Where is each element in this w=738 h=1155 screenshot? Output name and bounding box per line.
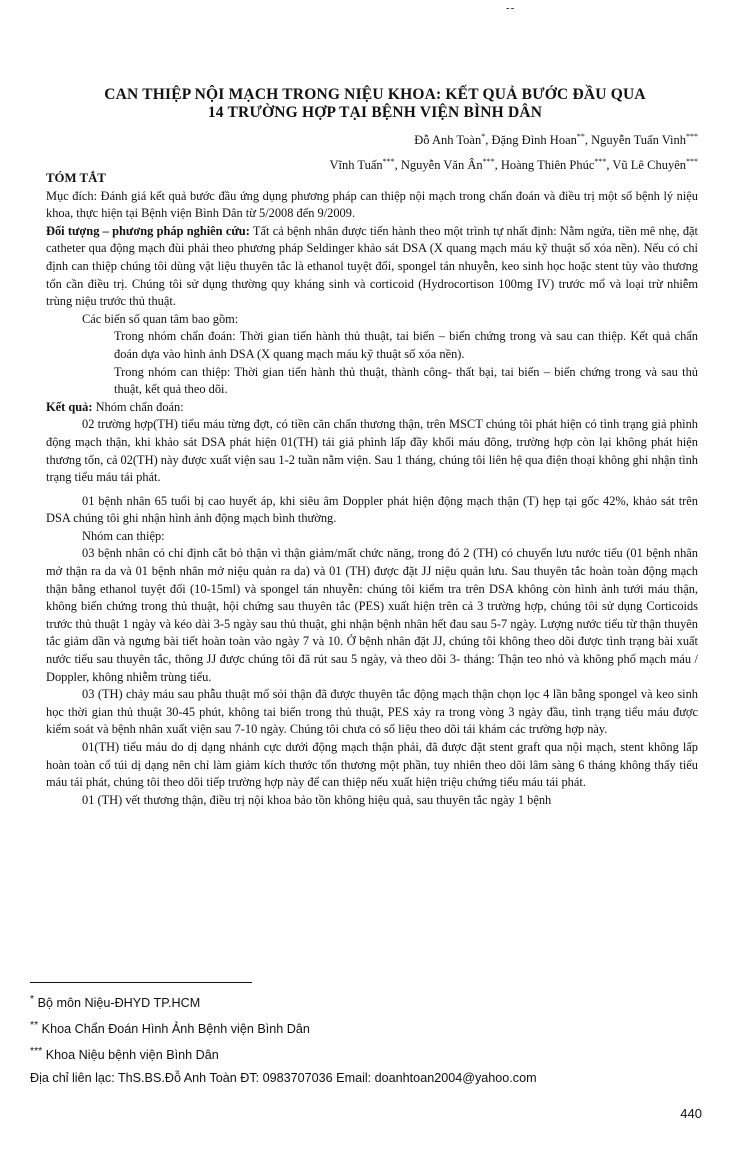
author-name: , Nguyễn Tuấn Vinh [584, 133, 686, 148]
author-mark: *** [686, 157, 698, 167]
footnotes [30, 988, 710, 1089]
footnote-3 [30, 1040, 710, 1066]
doi-tuong-label: Đối tượng – phương pháp nghiên cứu: [46, 223, 250, 238]
ket-qua-line [46, 399, 698, 417]
summary-heading: TÓM TẮT [46, 171, 106, 185]
author-name: , Hoàng Thiên Phúc [494, 158, 595, 173]
authors-line-1 [158, 126, 698, 151]
author-mark: *** [686, 132, 698, 141]
footnote-mark: * [30, 993, 35, 1005]
chan-doan-vars: Trong nhóm chẩn đoán: Thời gian tiến hành thủ thuật, tai biến – biến chứng trong và sau can thiệp. Kết quả chẩn đoán dựa vào hình ảnh DSA (X quang mạch máu kỹ thuật số xóa nền). [114, 329, 698, 361]
author-name: , Nguyễn Văn Ân [394, 158, 483, 173]
result-paragraph-6: 01 (TH) vết thương thận, điều trị nội khoa bảo tồn không hiệu quả, sau thuyên tắc ngày 1 bệnh [82, 792, 552, 807]
ket-qua-label: Kết quả: [46, 399, 93, 414]
footnote-text: Bộ môn Niệu-ĐHYD TP.HCM [34, 996, 201, 1011]
can-thiep-vars: Trong nhóm can thiệp: Thời gian tiến hành thủ thuật, thành công- thất bại, tai biến – biến chứng trong và sau thủ thuật, kết quả theo dõi. [114, 364, 698, 397]
footnote-1 [30, 988, 710, 1014]
footnote-2 [30, 1014, 710, 1040]
footnote-divider [30, 982, 252, 983]
ket-qua-text: Nhóm chẩn đoán: [92, 399, 184, 414]
result-paragraph-5: 01(TH) tiểu máu do dị dạng nhánh cực dưới động mạch thận phải, đã được đặt stent graft qua nội mạch, stent không lấp hoàn toàn cổ túi dị dạng nên chỉ làm giảm kích thước tổn thương một phần, tuy nhiên theo dõi lâm sàng 6 tháng không thấy tiểu máu tái phát, chúng tôi theo dõi tiếp trường hợp này để can thiệp nếu xuất hiện triệu chứng tiểu máu tái phát. [46, 740, 698, 790]
result-paragraph-3: 03 bệnh nhân có chỉ định cắt bỏ thận vì thận giảm/mất chức năng, trong đó 2 (TH) có chuyển lưu nước tiểu (01 bệnh nhân mở thận ra da và 01 bệnh nhân mở niệu quản ra da) và 01 (TH) được đặt JJ niệu quản lưu. Sau thuyên tắc hoàn toàn động mạch thận bằng ethanol tuyệt đối (10-15ml) và spongel tán nhuyễn: chúng tôi kiểm tra trên DSA không còn hình ảnh tưới máu thận, không biến chứng trong thủ thuật, hội chứng sau thuyên tắc (PES) xuất hiện trên cả 3 trường hợp, chúng tôi sử dụng Corticoids trước thủ thuật 1 ngày và kéo dài 3-5 ngày sau thủ thuật, ghi nhận bệnh nhân hết đau sau 5-7 ngày. Lượng nước tiểu từ thận thuyên tắc giảm dần và ngưng bài tiết hoàn toàn vào ngày 7 và 10. Ở bệnh nhân đặt JJ, chúng tôi không theo dõi được tình trạng bài xuất nước tiểu sau thuyên tắc, thông JJ được chúng tôi đã rút sau 5 ngày, và theo dõi 3- tháng: Thận teo nhỏ và không phổ mạch máu / Doppler, không nhiễm trùng tiểu. [46, 546, 698, 684]
doi-tuong-text: Tất cả bệnh nhân được tiến hành theo một trình tự nhất định: Nằm ngửa, tiền mê nhẹ, đặt catheter qua động mạch đùi phải theo phương pháp Seldinger khảo sát DSA (X quang mạch máu kỹ thuật số xóa nền). Nếu có chỉ định can thiệp chúng tôi dùng vật liệu thuyên tắc là ethanol tuyệt đối, spongel tán nhuyễn, keo sinh học hoặc stent tùy vào thương tổn cần điều trị. Chúng tôi sử dụng thường quy kháng sinh và corticoid (Hydrocortison 100mg IV) trước mổ và loại trừ nhiễm trùng niệu trước thủ thuật. [46, 223, 698, 309]
author-mark: *** [594, 157, 607, 167]
result-paragraph-2: 01 bệnh nhân 65 tuổi bị cao huyết áp, khi siêu âm Doppler phát hiện động mạch thận (T) hẹp tại gốc 42%, khảo sát trên DSA chúng tôi ghi nhận hình ảnh động mạch bình thường. [46, 493, 698, 526]
summary-body [46, 168, 698, 809]
author-mark: *** [382, 157, 395, 167]
title-line-2: 14 TRƯỜNG HỢP TẠI BỆNH VIỆN BÌNH DÂN [207, 104, 543, 121]
page-number: 440 [680, 1106, 702, 1121]
footnote-mark: *** [30, 1045, 43, 1058]
result-paragraph-1: 02 trường hợp(TH) tiểu máu từng đợt, có tiền căn chấn thương thận, trên MSCT chúng tôi phát hiện có tình trạng giả phình động mạch thận, khi khảo sát DSA phát hiện 01(TH) tái giả phình lấp đầy khối máu đông, trường hợp còn lại không phát hiện thương tổn, cả 02(TH) này được xuất viện sau 1-2 tuần nằm viện. Sau 1 tháng, chúng tôi liên hệ qua điện thoại không ghi nhận tình trạng tiểu máu tái phát. [46, 417, 698, 485]
contact-line: Địa chỉ liên lạc: ThS.BS.Đỗ Anh Toàn ĐT: 0983707036 Email: doanhtoan2004@yahoo.com [30, 1070, 537, 1085]
author-name: , Đặng Đình Hoan [485, 133, 577, 148]
footnote-text: Khoa Niệu bệnh viện Bình Dân [42, 1048, 219, 1063]
doi-tuong-paragraph [46, 223, 698, 311]
title-line-1: CAN THIỆP NỘI MẠCH TRONG NIỆU KHOA: KẾT QUẢ BƯỚC ĐẦU QUA [104, 86, 646, 103]
author-mark: * [481, 132, 486, 141]
author-name: , Vũ Lê Chuyên [606, 158, 686, 173]
author-name: Vĩnh Tuấn [329, 158, 383, 173]
author-mark: *** [482, 157, 495, 167]
footnote-text: Khoa Chẩn Đoán Hình Ảnh Bệnh viện Bình Dân [38, 1022, 310, 1037]
bien-so-line: Các biến số quan tâm bao gồm: [82, 311, 239, 326]
author-mark: ** [576, 132, 585, 141]
muc-dich-paragraph: Mục đích: Đánh giá kết quả bước đầu ứng dụng phương pháp can thiệp nội mạch trong chẩn đoán và điều trị một số bệnh lý niệu khoa, thực hiện tại Bệnh viện Bình Dân từ 5/2008 đến 9/2009. [46, 188, 698, 221]
footnote-mark: ** [30, 1019, 39, 1032]
top-mark: -- [506, 2, 516, 14]
author-name: Đỗ Anh Toàn [414, 133, 482, 148]
paper-title [40, 86, 710, 122]
result-paragraph-4: 03 (TH) chảy máu sau phẫu thuật mổ sỏi thận đã được thuyên tắc động mạch thận chọn lọc 4 lần bằng spongel và keo sinh học thời gian thủ thuật 30-45 phút, không tai biến trong thủ thuật, PES xảy ra trong vòng 3 ngày đầu, tình trạng tiểu máu được kiểm soát và bệnh nhân xuất viện sau 7-10 ngày. Chúng tôi chưa có số liệu theo dõi tái khám các trường hợp này. [46, 687, 698, 737]
nhom-can-thiep-heading: Nhóm can thiệp: [82, 528, 165, 543]
